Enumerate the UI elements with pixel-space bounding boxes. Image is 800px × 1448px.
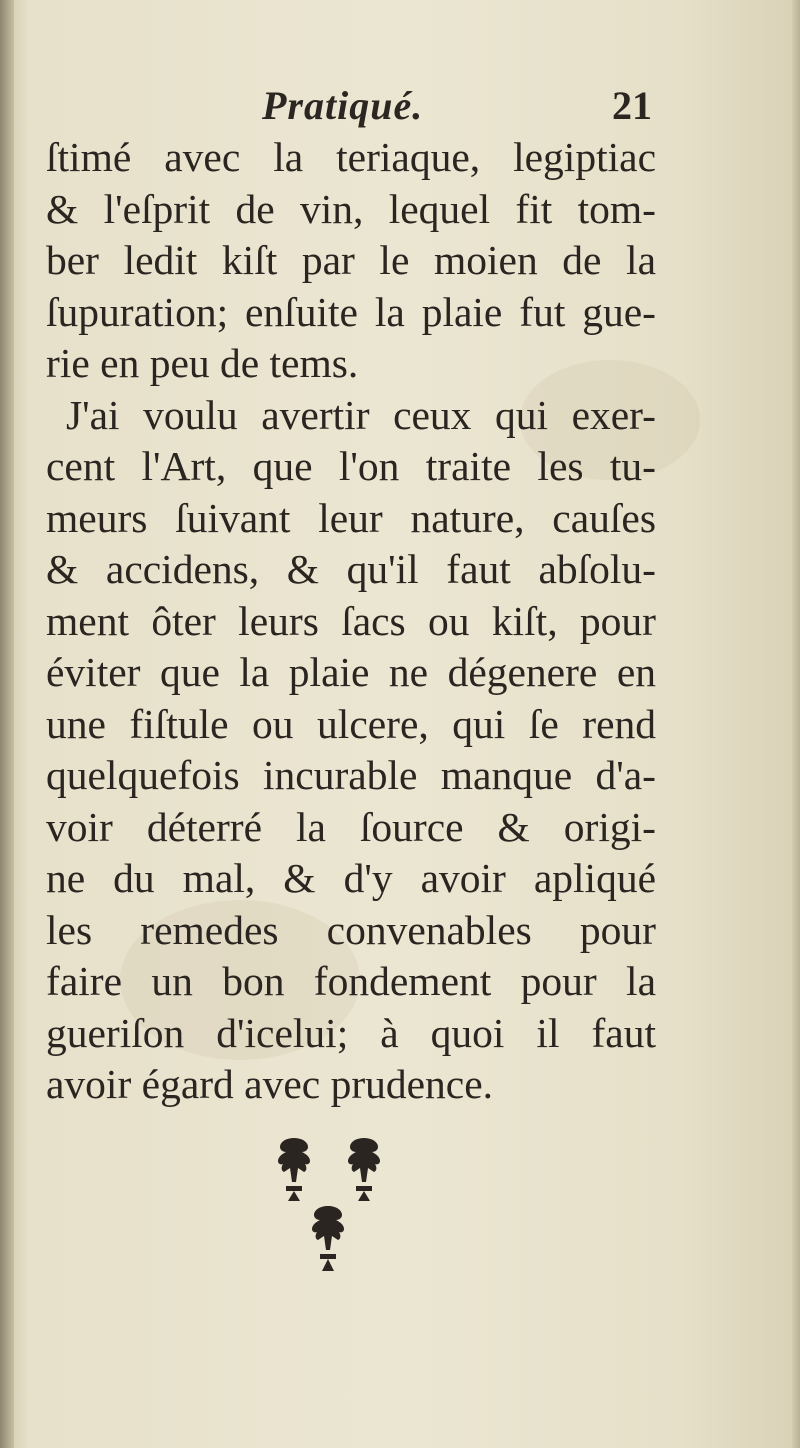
text-line: quelquefois incurable manque d'a- xyxy=(46,752,656,798)
fleuron-ornament-icon xyxy=(258,1132,408,1282)
page-number: 21 xyxy=(612,83,652,128)
page-header xyxy=(0,78,800,138)
text-line: éviter que la plaie ne dégenere en xyxy=(46,649,656,695)
text-line: J'ai voulu avertir ceux qui exer- xyxy=(66,391,656,438)
text-line: voir déterré la ſource & origi- xyxy=(46,803,656,850)
page-gutter xyxy=(0,0,14,1448)
text-line: ſupuration; enſuite la plaie fut gue- xyxy=(46,288,656,335)
text-line: ment ôter leurs ſacs ou kiſt, pour xyxy=(46,597,656,644)
text-line: une fiſtule ou ulcere, qui ſe rend xyxy=(46,700,656,747)
text-line: cent l'Art, que l'on traite les tu- xyxy=(46,443,656,489)
running-head: Pratiqué. xyxy=(262,83,424,128)
text-line: les remedes convenables pour xyxy=(46,906,656,953)
text-line: ne du mal, & d'y avoir apliqué xyxy=(46,855,656,901)
text-line: gueriſon d'icelui; à quoi il faut xyxy=(46,1009,656,1056)
text-line: meurs ſuivant leur nature, cauſes xyxy=(46,494,656,541)
text-line: avoir égard avec prudence. xyxy=(46,1061,494,1107)
body-text xyxy=(46,132,656,1111)
text-line: & accidens, & qu'il faut abſolu- xyxy=(46,546,656,592)
text-line: faire un bon fondement pour la xyxy=(46,958,656,1004)
page-edge xyxy=(792,0,800,1448)
text-line: ſtimé avec la teriaque, legiptiac xyxy=(46,134,656,180)
text-line: ber ledit kiſt par le moien de la xyxy=(46,237,656,283)
text-line: rie en peu de tems. xyxy=(46,340,359,386)
text-line: & l'eſprit de vin, lequel fit tom- xyxy=(46,185,656,232)
